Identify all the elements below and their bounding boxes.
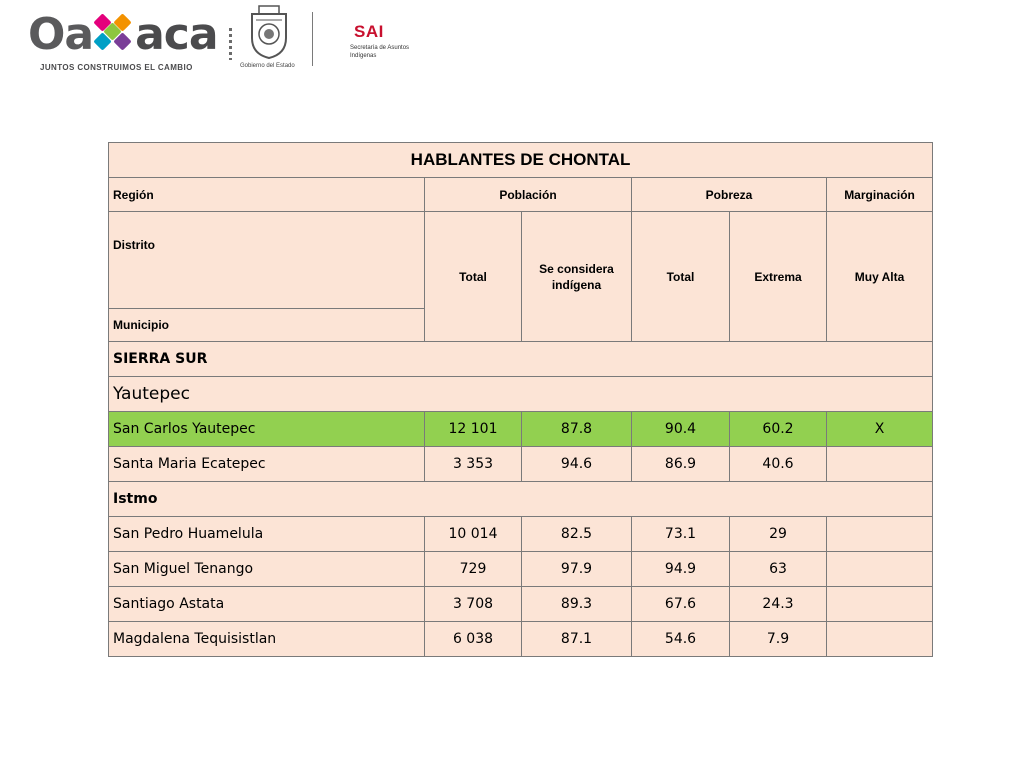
- logo-prefix: Oa: [28, 9, 94, 60]
- poblacion-total-cell: 3 708: [425, 587, 522, 622]
- pobreza-extrema-cell: 40.6: [730, 447, 827, 482]
- municipio-cell: Magdalena Tequisistlan: [109, 622, 425, 657]
- muy-alta-cell: [827, 447, 933, 482]
- header-muy-alta: Muy Alta: [827, 212, 933, 342]
- muy-alta-cell: [827, 552, 933, 587]
- sai-subtitle: Secretaría de Asuntos Indígenas: [350, 45, 410, 59]
- pobreza-extrema-cell: 24.3: [730, 587, 827, 622]
- header-row-2: [109, 212, 933, 309]
- seal-caption: Gobierno del Estado: [240, 63, 295, 69]
- table-row: [109, 552, 933, 587]
- section-row: [109, 377, 933, 412]
- header-distrito: Distrito: [109, 212, 425, 309]
- indigena-cell: 87.1: [522, 622, 632, 657]
- pobreza-extrema-cell: 60.2: [730, 412, 827, 447]
- pobreza-total-cell: 94.9: [632, 552, 730, 587]
- muy-alta-cell: [827, 587, 933, 622]
- pobreza-total-cell: 86.9: [632, 447, 730, 482]
- pobreza-extrema-cell: 63: [730, 552, 827, 587]
- table-row: [109, 412, 933, 447]
- header-pobreza: Pobreza: [632, 178, 827, 212]
- header-row-1: [109, 178, 933, 212]
- table-row: [109, 517, 933, 552]
- sai-logo: SAI: [354, 22, 384, 41]
- oaxaca-logo: [28, 9, 218, 60]
- muy-alta-cell: [827, 622, 933, 657]
- table-title-row: [109, 143, 933, 178]
- chontal-speakers-table: [108, 142, 933, 657]
- header-region: Región: [109, 178, 425, 212]
- header-marginacion: Marginación: [827, 178, 933, 212]
- poblacion-total-cell: 729: [425, 552, 522, 587]
- section-row: [109, 482, 933, 517]
- municipio-cell: San Carlos Yautepec: [109, 412, 425, 447]
- slogan: JUNTOS CONSTRUIMOS EL CAMBIO: [40, 63, 193, 72]
- municipio-cell: San Miguel Tenango: [109, 552, 425, 587]
- pobreza-extrema-cell: 29: [730, 517, 827, 552]
- pobreza-total-cell: 90.4: [632, 412, 730, 447]
- section-row: [109, 342, 933, 377]
- state-seal-icon: [246, 4, 292, 60]
- indigena-cell: 89.3: [522, 587, 632, 622]
- header-se-considera-indigena: Se considera indígena: [522, 212, 632, 342]
- table-row: [109, 447, 933, 482]
- header-poblacion-total: Total: [425, 212, 522, 342]
- table-row: [109, 587, 933, 622]
- table-title: HABLANTES DE CHONTAL: [109, 143, 933, 178]
- municipio-cell: San Pedro Huamelula: [109, 517, 425, 552]
- pobreza-total-cell: 54.6: [632, 622, 730, 657]
- pobreza-total-cell: 73.1: [632, 517, 730, 552]
- poblacion-total-cell: 10 014: [425, 517, 522, 552]
- indigena-cell: 94.6: [522, 447, 632, 482]
- vertical-divider: [312, 12, 313, 66]
- poblacion-total-cell: 3 353: [425, 447, 522, 482]
- poblacion-total-cell: 6 038: [425, 622, 522, 657]
- pobreza-extrema-cell: 7.9: [730, 622, 827, 657]
- dotted-divider: [229, 28, 232, 60]
- region-sierra-sur: SIERRA SUR: [109, 342, 933, 377]
- logo-suffix: aca: [135, 9, 218, 60]
- pobreza-total-cell: 67.6: [632, 587, 730, 622]
- indigena-cell: 82.5: [522, 517, 632, 552]
- header-pobreza-extrema: Extrema: [730, 212, 827, 342]
- page-header: [0, 0, 1024, 90]
- header-municipio: Municipio: [109, 309, 425, 342]
- region-istmo: Istmo: [109, 482, 933, 517]
- municipio-cell: Santiago Astata: [109, 587, 425, 622]
- indigena-cell: 87.8: [522, 412, 632, 447]
- muy-alta-cell: X: [827, 412, 933, 447]
- district-yautepec: Yautepec: [109, 377, 933, 412]
- poblacion-total-cell: 12 101: [425, 412, 522, 447]
- logo-x-mark: [94, 12, 134, 52]
- municipio-cell: Santa Maria Ecatepec: [109, 447, 425, 482]
- table-row: [109, 622, 933, 657]
- header-pobreza-total: Total: [632, 212, 730, 342]
- muy-alta-cell: [827, 517, 933, 552]
- header-poblacion: Población: [425, 178, 632, 212]
- indigena-cell: 97.9: [522, 552, 632, 587]
